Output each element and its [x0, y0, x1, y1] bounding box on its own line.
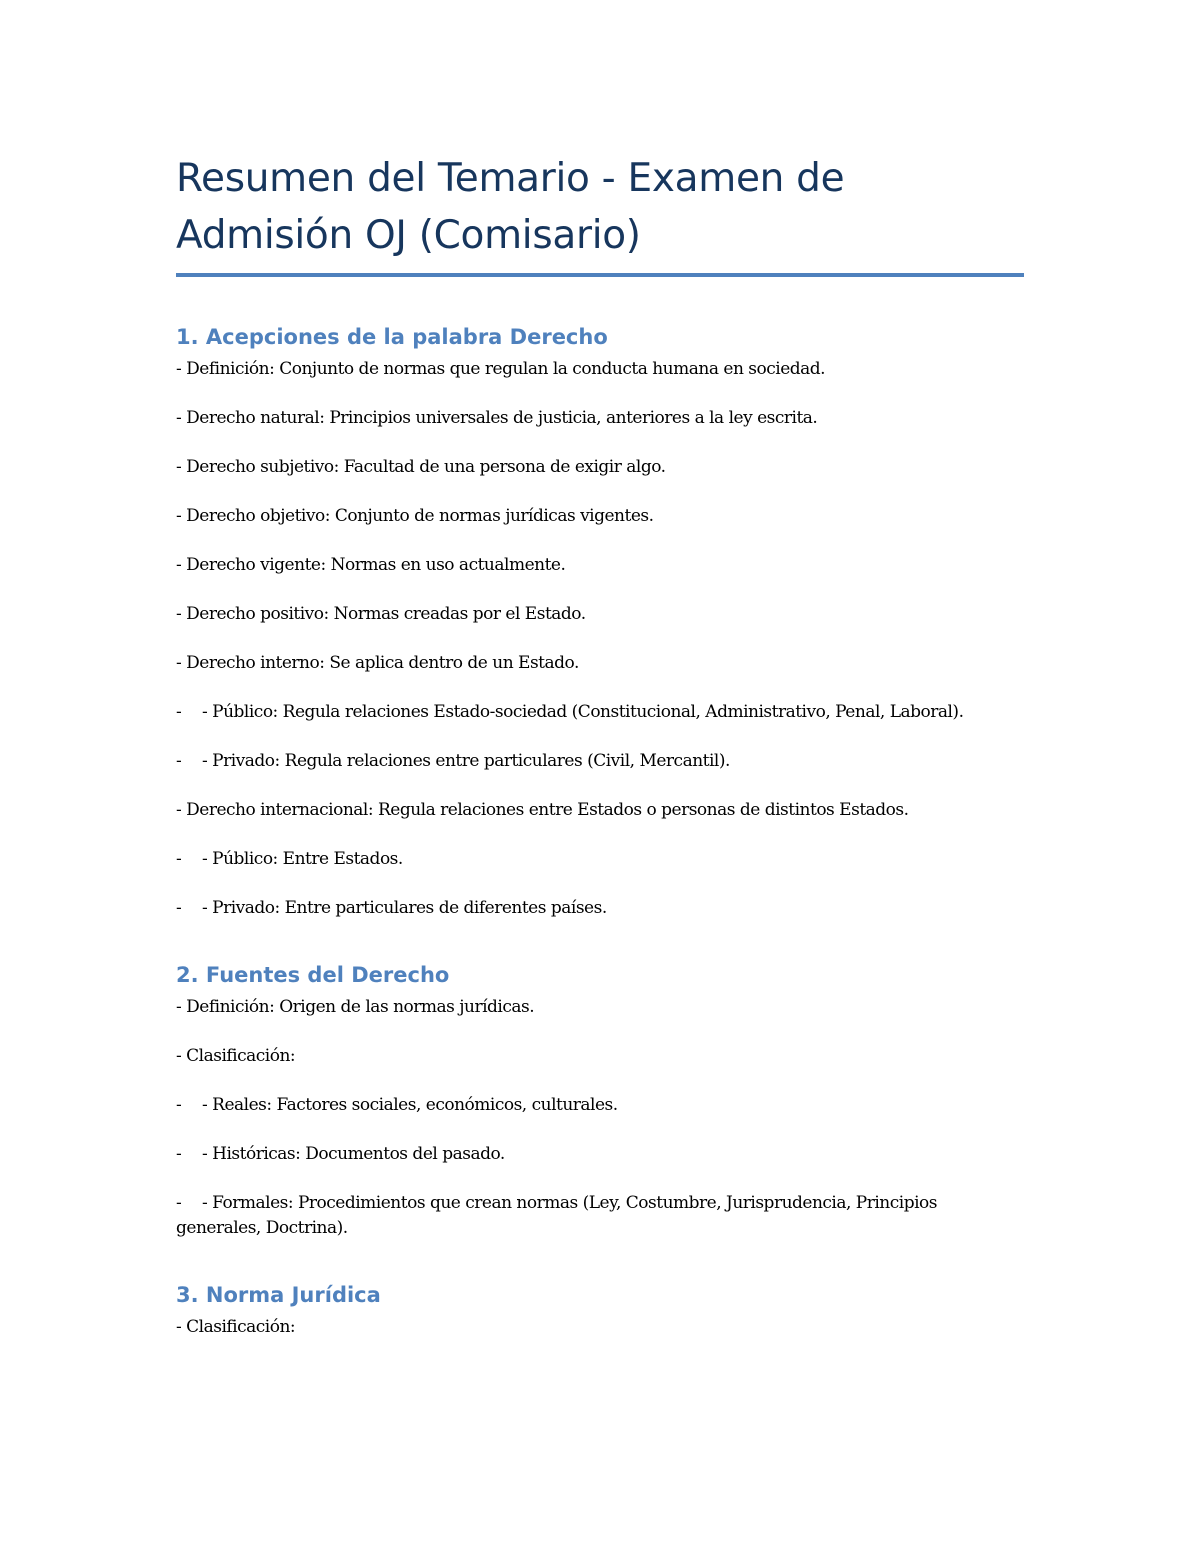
list-item: - Derecho positivo: Normas creadas por el Estado. [176, 604, 586, 624]
section-heading: 1. Acepciones de la palabra Derecho [176, 325, 608, 349]
list-item: - Derecho natural: Principios universales de justicia, anteriores a la ley escrita. [176, 408, 818, 428]
sub-list-item: - - Formales: Procedimientos que crean normas (Ley, Costumbre, Jurisprudencia, Principios generales, Doctrina). [176, 1193, 937, 1238]
sub-list-item: - - Privado: Entre particulares de diferentes países. [176, 898, 607, 918]
sub-list-item: - - Reales: Factores sociales, económicos, culturales. [176, 1095, 618, 1115]
section-heading: 3. Norma Jurídica [176, 1283, 381, 1307]
list-item: - Clasificación: [176, 1317, 296, 1337]
list-item: - Definición: Origen de las normas jurídicas. [176, 997, 535, 1017]
list-item: - Derecho interno: Se aplica dentro de un Estado. [176, 653, 579, 673]
list-item: - Derecho subjetivo: Facultad de una persona de exigir algo. [176, 457, 666, 477]
sub-list-item: - - Históricas: Documentos del pasado. [176, 1144, 505, 1164]
list-item: - Clasificación: [176, 1046, 296, 1066]
list-item: - Definición: Conjunto de normas que regulan la conducta humana en sociedad. [176, 359, 826, 379]
list-item: - Derecho objetivo: Conjunto de normas jurídicas vigentes. [176, 506, 654, 526]
list-item: - Derecho vigente: Normas en uso actualmente. [176, 555, 566, 575]
document-page [176, 150, 1026, 1340]
section-heading: 2. Fuentes del Derecho [176, 963, 450, 987]
title-underline [176, 273, 1024, 277]
section-fuentes [176, 961, 1026, 1241]
document-title: Resumen del Temario - Examen de Admisión OJ (Comisario) [176, 156, 845, 258]
sub-list-item: - - Público: Regula relaciones Estado-sociedad (Constitucional, Administrativo, Penal, Laboral). [176, 702, 964, 722]
list-item: - Derecho internacional: Regula relaciones entre Estados o personas de distintos Estados. [176, 800, 909, 820]
section-norma-juridica [176, 1281, 1026, 1340]
sub-list-item: - - Público: Entre Estados. [176, 849, 403, 869]
sub-list-item: - - Privado: Regula relaciones entre particulares (Civil, Mercantil). [176, 751, 730, 771]
section-acepciones [176, 323, 1026, 921]
